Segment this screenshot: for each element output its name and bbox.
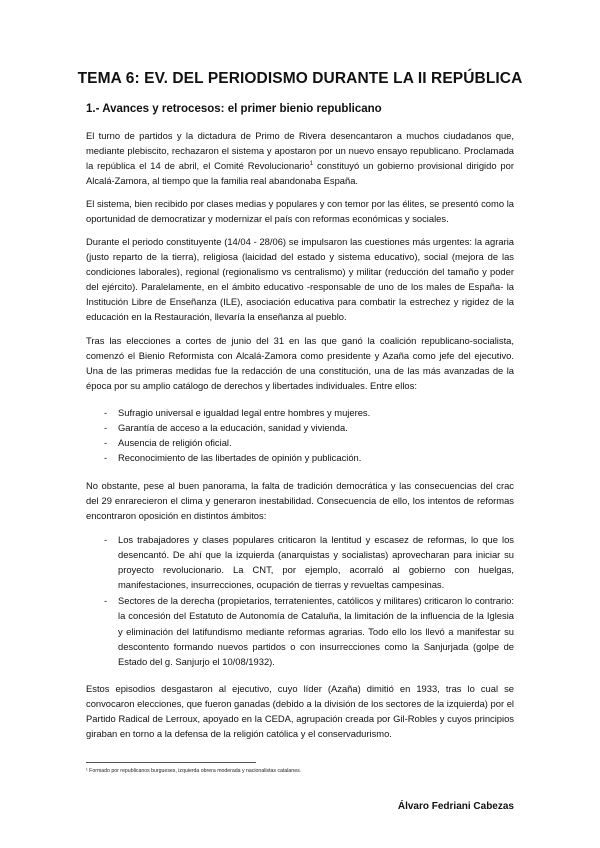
list-item bbox=[86, 420, 514, 435]
paragraph-1 bbox=[86, 128, 514, 188]
bullet-dash: - bbox=[104, 595, 108, 607]
list-item-text: Garantía de acceso a la educación, sanidad y vivienda. bbox=[118, 422, 348, 434]
list-item-text: Reconocimiento de las libertades de opinión y publicación. bbox=[118, 452, 362, 464]
paragraph-3 bbox=[86, 234, 514, 325]
paragraph-5-text: No obstante, pese al buen panorama, la falta de tradición democrática y las consecuencias del crac del 29 enrarecieron el clima y generaron inestabilidad. Consecuencia de ello, los intentos de reformas encontraron oposición en distintos ámbitos: bbox=[86, 480, 514, 522]
footnote-marker: 1 bbox=[309, 161, 314, 168]
paragraph-3-text: Durante el periodo constituyente (14/04 - 28/06) se impulsaron las cuestiones más urgentes: la agraria (justo reparto de la tierra), religiosa (laicidad del estado y sistema educativo), social (mejora de las condiciones laborales), regional (regionalismo vs centralismo) y militar (reducción del tamaño y poder del ejército). Paralelamente, en el ámbito educativo -responsable de uno de los males de España- la Institución Libre de Enseñanza (ILE), asociación educativa para combatir la estrechez y rigidez de la educación en la Restauración, llevaría la enseñanza al pueblo. bbox=[86, 236, 514, 323]
section-heading: 1.- Avances y retrocesos: el primer bienio republicano bbox=[86, 103, 382, 115]
list-item bbox=[86, 593, 514, 668]
author-name: Álvaro Fedriani Cabezas bbox=[397, 801, 514, 812]
paragraph-6 bbox=[86, 681, 514, 741]
paragraph-1-text: El turno de partidos y la dictadura de Primo de Rivera desencantaron a muchos ciudadanos que, mediante plebiscito, rechazaron el sistema y apostaron por un nuevo ensayo republicano. Proclamada la república el 14 de abril, el Comité Revolucionario bbox=[86, 130, 514, 172]
list-item-text: Sectores de la derecha (propietarios, terratenientes, católicos y militares) criticaron lo contrario: la concesión del Estatuto de Autonomía de Cataluña, la limitación de la influencia de la Iglesia y eliminación del latifundismo mediante reformas agrarias. Todo ello los llevó a manifestar su descontento formando nuevos partidos o con insurrecciones como la Sanjurjada (golpe de Estado del g. Sanjurjo el 10/08/1932). bbox=[118, 595, 514, 667]
footnote-divider bbox=[86, 762, 256, 763]
bullet-dash: - bbox=[104, 407, 108, 418]
list-item-text: Los trabajadores y clases populares criticaron la lentitud y escasez de reformas, lo que los desencantó. De ahí que la izquierda (anarquistas y socialistas) aprovecharan para iniciar su proyecto revolucionario. La CNT, por ejemplo, acorraló al gobierno con huelgas, manifestaciones, insurrecciones, ocupación de tierras y revueltas campesinas. bbox=[118, 534, 514, 591]
list-item bbox=[86, 435, 514, 450]
paragraph-6-text: Estos episodios desgastaron al ejecutivo, cuyo líder (Azaña) dimitió en 1933, tras lo cual se convocaron elecciones, que fueron ganadas (debido a la división de los sectores de la izquierda) por el Partido Radical de Lerroux, apoyado en la CEDA, agrupación creada por Gil-Robles y cuyos principios giraban en torno a la defensa de la religión católica y el conservadurismo. bbox=[86, 683, 514, 740]
bullet-dash: - bbox=[104, 534, 108, 545]
rights-list bbox=[86, 405, 514, 465]
paragraph-1-text-end: constituyó un gobierno provisional dirigido por Alcalá-Zamora, al tiempo que la familia real abandonaba España. bbox=[86, 160, 514, 187]
bullet-dash: - bbox=[104, 452, 108, 464]
paragraph-2-text: El sistema, bien recibido por clases medias y populares y con temor por las élites, se presentó como la oportunidad de democratizar y modernizar el país con reformas económicas y sociales. bbox=[86, 198, 514, 225]
opposition-list bbox=[86, 532, 514, 669]
paragraph-2 bbox=[86, 196, 514, 226]
paragraph-4-text: Tras las elecciones a cortes de junio del 31 en las que ganó la coalición republicano-socialista, comenzó el Bienio Reformista con Alcalá-Zamora como presidente y Azaña como jefe del ejecutivo. Una de las primeras medidas fue la redacción de una constitución, una de las más avanzadas de la época por su amplio catálogo de derechos y libertades individuales. Entre ellos: bbox=[86, 335, 514, 392]
list-item-text: Ausencia de religión oficial. bbox=[118, 437, 232, 449]
document-title: TEMA 6: EV. DEL PERIODISMO DURANTE LA II REPÚBLICA bbox=[77, 70, 523, 87]
paragraph-4 bbox=[86, 333, 514, 393]
list-item bbox=[86, 532, 514, 592]
list-item bbox=[86, 405, 514, 420]
bullet-dash: - bbox=[104, 422, 108, 434]
list-item bbox=[86, 450, 514, 465]
list-item-text: Sufragio universal e igualdad legal entre hombres y mujeres. bbox=[118, 407, 371, 418]
bullet-dash: - bbox=[104, 437, 108, 449]
footnote: ¹ Formado por republicanos burgueses, izquierda obrera moderada y nacionalistas catalanes. bbox=[86, 768, 302, 774]
paragraph-5 bbox=[86, 478, 514, 523]
